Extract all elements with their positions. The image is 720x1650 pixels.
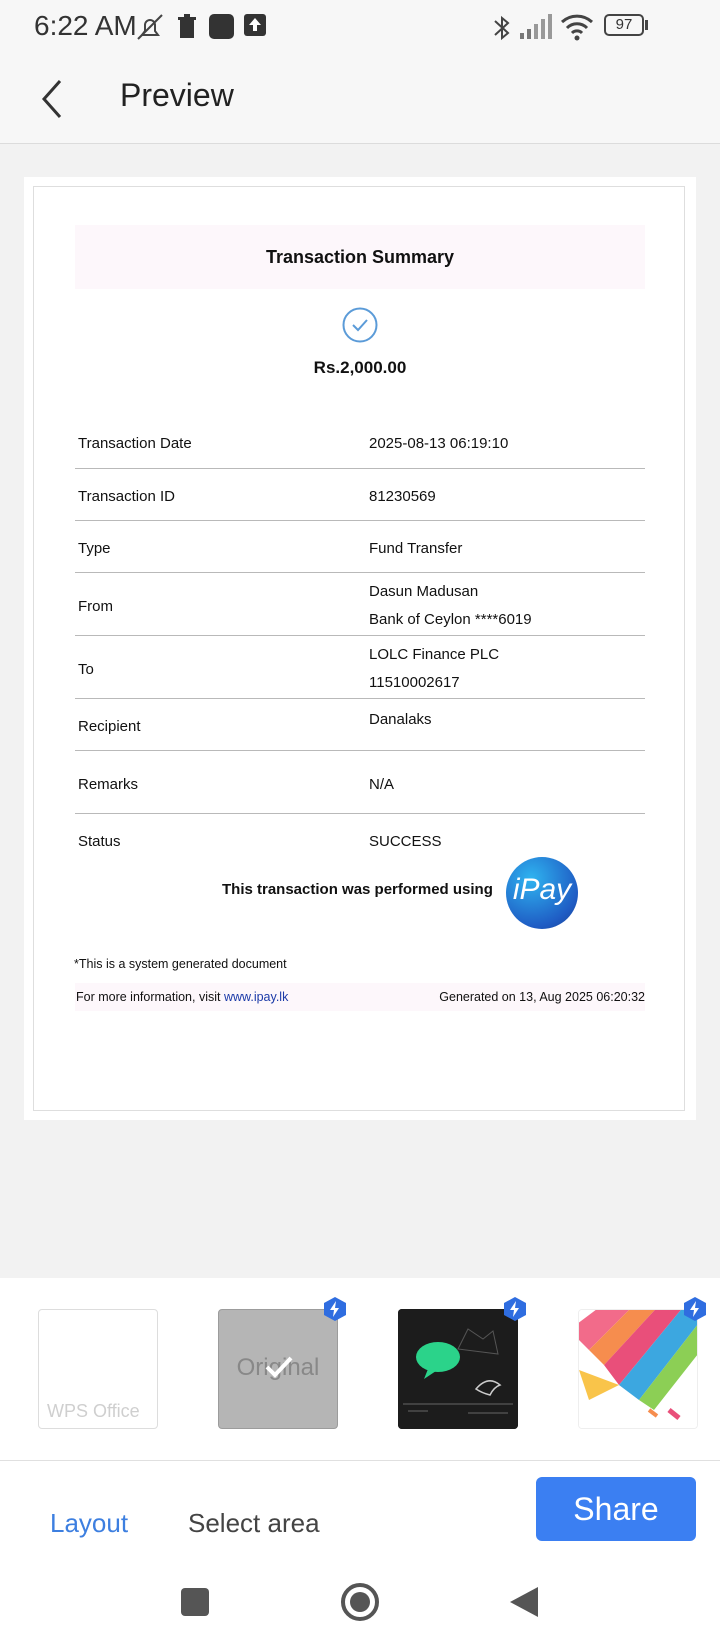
- back-arrow-icon[interactable]: [38, 77, 78, 121]
- detail-row-status: [75, 813, 645, 853]
- document-footer: [75, 983, 645, 1011]
- share-button[interactable]: Share: [536, 1477, 696, 1541]
- divider: [0, 1460, 720, 1461]
- battery-icon: 97: [604, 14, 644, 36]
- page-title: Preview: [120, 77, 234, 113]
- bluetooth-icon: [490, 13, 514, 43]
- row-value: 81230569: [369, 488, 436, 505]
- document-preview[interactable]: [24, 177, 696, 1120]
- row-label: To: [78, 661, 94, 678]
- document-frame: [33, 186, 685, 1111]
- wifi-icon: [560, 13, 594, 41]
- row-label: Transaction Date: [78, 435, 192, 452]
- back-triangle-icon[interactable]: [508, 1585, 540, 1619]
- detail-row-transaction-date: [75, 415, 645, 469]
- success-check-icon: [342, 307, 378, 343]
- trash-icon: [176, 13, 198, 41]
- system-nav-bar: [0, 1560, 720, 1650]
- recents-square-icon[interactable]: [180, 1587, 210, 1617]
- ipay-logo-text: iPay: [512, 873, 572, 906]
- layout-button[interactable]: Layout: [50, 1508, 129, 1538]
- style-thumb-label: Original: [236, 1354, 320, 1381]
- style-thumb-original[interactable]: [218, 1309, 338, 1429]
- style-thumb-wps[interactable]: [38, 1309, 158, 1429]
- status-bar: [0, 0, 720, 55]
- row-value: SUCCESS: [369, 833, 442, 850]
- selected-check-icon: [264, 1354, 294, 1380]
- premium-badge-icon: [502, 1296, 528, 1322]
- app-bar: [0, 55, 720, 144]
- footer-prefix: For more information, visit: [76, 990, 224, 1004]
- detail-row-remarks: [75, 750, 645, 814]
- dark-theme-illustration: [398, 1309, 518, 1429]
- signal-icon: [518, 13, 554, 41]
- generated-timestamp: Generated on 13, Aug 2025 06:20:32: [439, 990, 645, 1004]
- ipay-logo: [506, 857, 578, 929]
- row-label: Status: [78, 833, 121, 850]
- detail-row-to: [75, 635, 645, 699]
- premium-badge-icon: [682, 1296, 708, 1322]
- row-value: N/A: [369, 776, 395, 793]
- home-circle-icon[interactable]: [340, 1582, 380, 1622]
- detail-row-from: [75, 572, 645, 636]
- select-area-button[interactable]: Select area: [188, 1508, 320, 1538]
- row-value-secondary: 11510002617: [369, 674, 460, 691]
- style-thumb-dark[interactable]: [398, 1309, 518, 1429]
- row-label: Transaction ID: [78, 488, 175, 505]
- footer-info: [76, 990, 288, 1004]
- detail-row-type: [75, 520, 645, 573]
- transaction-amount: Rs.2,000.00: [313, 358, 407, 377]
- row-value-secondary: Bank of Ceylon ****6019: [369, 611, 532, 628]
- style-thumb-colorful[interactable]: [578, 1309, 698, 1429]
- colorful-stripes-illustration: [579, 1310, 698, 1429]
- performed-text: This transaction was performed using: [222, 881, 493, 898]
- row-label: From: [78, 598, 113, 615]
- row-value: Dasun Madusan: [369, 583, 479, 600]
- row-value: Fund Transfer: [369, 540, 463, 557]
- summary-heading: Transaction Summary: [75, 225, 645, 289]
- footer-link[interactable]: www.ipay.lk: [223, 990, 289, 1004]
- upload-icon: [243, 13, 267, 39]
- detail-row-recipient: [75, 698, 645, 751]
- mute-icon: [134, 13, 166, 43]
- detail-row-transaction-id: [75, 468, 645, 521]
- system-note: *This is a system generated document: [74, 957, 287, 971]
- row-label: Recipient: [78, 718, 141, 735]
- row-label: Remarks: [78, 776, 139, 793]
- row-value: Danalaks: [369, 711, 432, 728]
- battery-tip: [645, 20, 648, 30]
- app-square-icon: [208, 13, 236, 41]
- status-time: 6:22 AM: [34, 10, 137, 41]
- premium-badge-icon: [322, 1296, 348, 1322]
- row-value: LOLC Finance PLC: [369, 646, 500, 663]
- row-label: Type: [78, 540, 111, 557]
- row-value: 2025-08-13 06:19:10: [369, 435, 509, 452]
- style-thumb-label: WPS Office: [47, 1401, 140, 1421]
